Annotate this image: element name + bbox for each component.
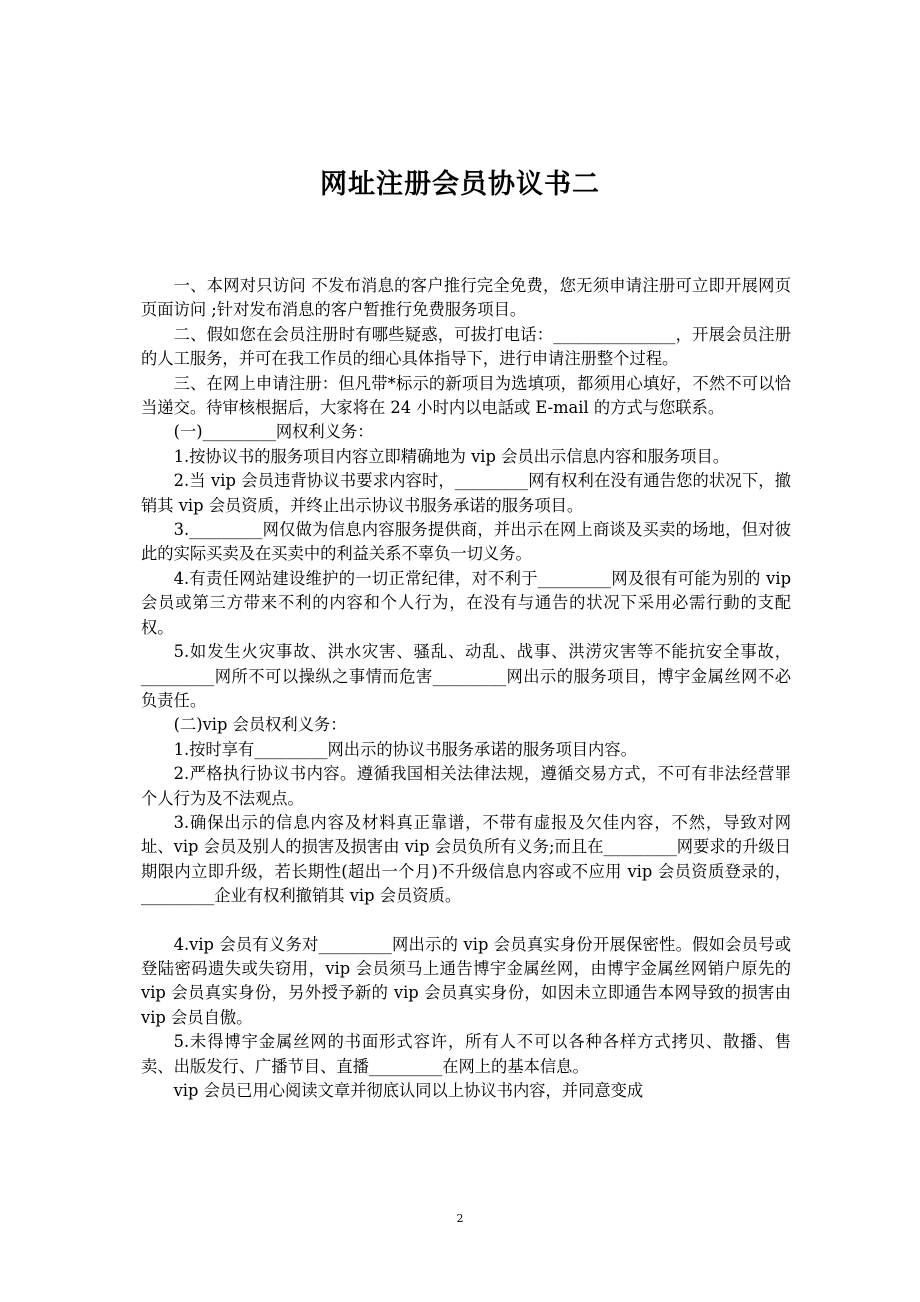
paragraph-item-1-5: 5.如发生火灾事故、洪水灾害、骚乱、动乱、战事、洪涝灾害等不能抗安全事故，_________网所不可以操纵之事情而危害_________网出示的服务项目，博宇金属丝网不必负责任。 <box>141 642 791 710</box>
paragraph-item-2-4: 4.vip 会员有义务对_________网出示的 vip 会员真实身份开展保密性。假如会员号或登陆密码遗失或失窃用，vip 会员须马上通告博宇金属丝网，由博宇金属丝网销户原先的 vip 会员真实身份，另外授予新的 vip 会员真实身份，如因未立即通告本网导致的损害由 vip 会员自傲。 <box>141 934 791 1027</box>
document-body <box>141 274 791 1103</box>
paragraph-3: 三、在网上申请注册：但凡带*标示的新项目为选填项，都须用心填好，不然不可以恰当递交。待审核根据后，大家将在 24 小时内以电話或 E-mail 的方式与您联系。 <box>141 373 791 418</box>
paragraph-item-2-1: 1.按时享有_________网出示的协议书服务承诺的服务项目内容。 <box>173 739 637 759</box>
paragraph-closing: vip 会员已用心阅读文章并彻底认同以上协议书内容，并同意变成 <box>173 1081 644 1100</box>
paragraph-1: 一、本网对只访问 不发布消息的客户推行完全免费，您无须申请注册可立即开展网页页面访问 ;针对发布消息的客户暂推行免费服务项目。 <box>141 276 791 320</box>
paragraph-item-2-5: 5.未得博宇金属丝网的书面形式容许，所有人不可以各种各样方式拷贝、散播、售卖、出版发行、广播节目、直播_________在网上的基本信息。 <box>141 1032 791 1076</box>
paragraph-2: 二、假如您在会员注册时有哪些疑惑，可拔打电话：_______________，开展会员注册的人工服务，并可在我工作员的细心具体指导下，进行申请注册整个过程。 <box>141 324 791 369</box>
paragraph-item-1-1: 1.按协议书的服务项目内容立即精确地为 vip 会员出示信息内容和服务项目。 <box>173 446 730 466</box>
paragraph-item-1-3: 3._________网仅做为信息内容服务提供商，并出示在网上商谈及买卖的场地，但对彼此的实际买卖及在买卖中的利益关系不辜负一切义务。 <box>141 520 791 564</box>
paragraph-item-1-4: 4.有责任网站建设维护的一切正常纪律，对不利于_________网及很有可能为别的 vip 会员或第三方带来不利的内容和个人行为，在没有与通告的状况下采用必需行動的支配权。 <box>141 568 791 637</box>
page-number: 2 <box>456 1212 464 1225</box>
paragraph-item-2-2: 2.严格执行协议书内容。遵循我国相关法律法规，遵循交易方式，不可有非法经营罪个人行为及不法观点。 <box>141 764 791 808</box>
document-title: 网址注册会员协议书二 <box>320 169 600 200</box>
section-heading-1: (一)_________网权利义务： <box>173 422 374 442</box>
section-heading-2: (二)vip 会员权利义务： <box>173 715 347 735</box>
paragraph-item-2-3: 3.确保出示的信息内容及材料真正靠谱，不带有虚报及欠佳内容，不然，导致对网址、vip 会员及别人的损害及损害由 vip 会员负所有义务;而且在_________网要求的升级日期限内立即升级，若长期性(超出一个月)不升级信息内容或不应用 vip 会员资质登录的，_________企业有权利撤销其 vip 会员资质。 <box>141 812 791 906</box>
paragraph-item-1-2: 2.当 vip 会员违背协议书要求内容时，_________网有权利在没有通告您的状况下，撤销其 vip 会员资质，并终止出示协议书服务承诺的服务项目。 <box>141 471 791 515</box>
